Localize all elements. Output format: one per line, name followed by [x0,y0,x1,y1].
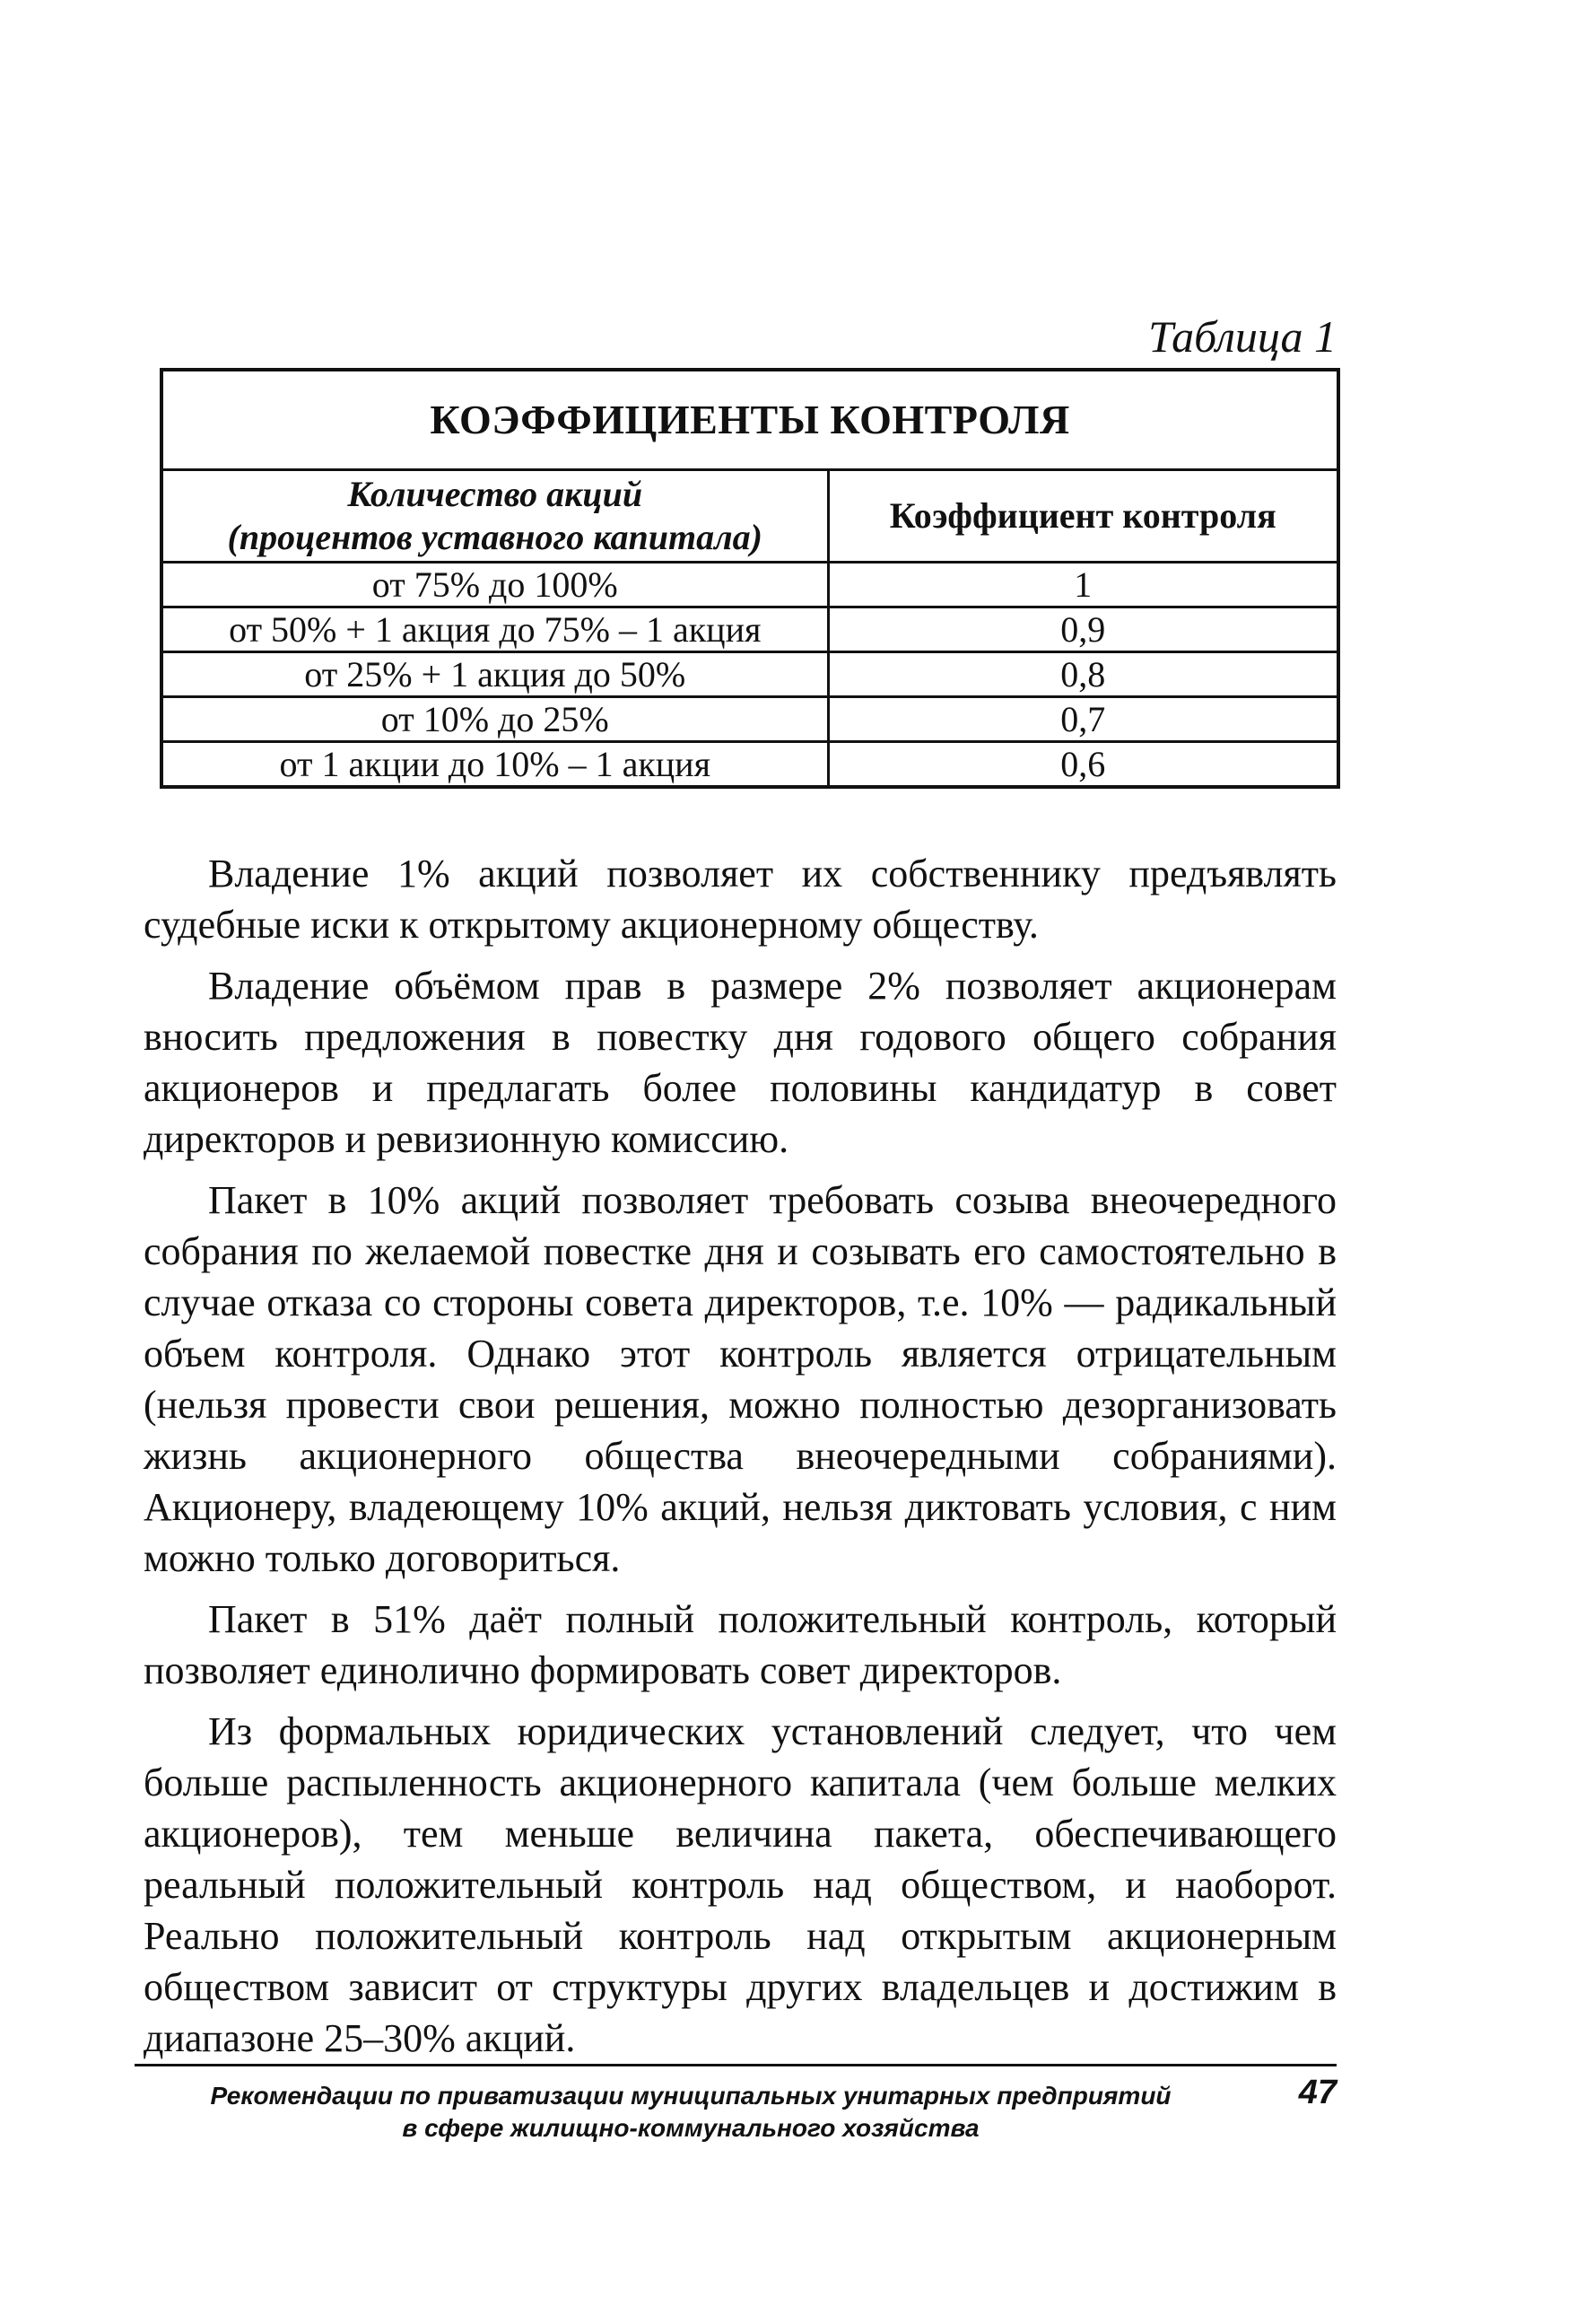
cell-range: от 1 акции до 10% – 1 акция [161,742,828,788]
control-coefficients-table [160,368,1340,789]
footer-divider [135,2064,1337,2066]
table-title: КОЭФФИЦИЕНТЫ КОНТРОЛЯ [161,370,1338,470]
paragraph: Пакет в 51% даёт полный положительный контроль, который позволяет единолично формировать совет директоров. [144,1597,1337,1692]
column-header-coefficient: Коэффициент контроля [828,470,1338,563]
footer-line1: Рекомендации по приватизации муниципальных унитарных предприятий [210,2082,1172,2110]
table-row [161,697,1338,742]
paragraph: Владение 1% акций позволяет их собственнику предъявлять судебные иски к открытому акционерному обществу. [144,852,1337,947]
cell-range: от 10% до 25% [161,697,828,742]
cell-coefficient: 0,6 [828,742,1338,788]
column-header-shares-line2: (процентов уставного капитала) [227,517,762,557]
cell-range: от 75% до 100% [161,563,828,607]
column-header-shares [161,470,828,563]
footer-line2: в сфере жилищно-коммунального хозяйства [402,2114,980,2142]
table-row [161,652,1338,697]
cell-coefficient: 0,8 [828,652,1338,697]
paragraph: Владение объёмом прав в размере 2% позволяет акционерам вносить предложения в повестку дня годового общего собрания акционеров и предлагать более половины кандидатур в совет директоров и ревизионную комиссию. [144,964,1337,1161]
table-row [161,607,1338,652]
column-header-shares-line1: Количество акций [347,474,643,514]
paragraph: Пакет в 10% акций позволяет требовать созыва внеочередного собрания по желаемой повестке дня и созывать его самостоятельно в случае отказа со стороны совета директоров, т.е. 10% — радикальный объем контроля. Однако этот контроль является отрицательным (нельзя провести свои решения, можно полностью дезорганизовать жизнь акционерного общества внеочередными собраниями). Акционеру, владеющему 10% акций, нельзя диктовать условия, с ним можно только договориться. [144,1178,1337,1580]
cell-coefficient: 0,9 [828,607,1338,652]
cell-range: от 50% + 1 акция до 75% – 1 акция [161,607,828,652]
table-row [161,563,1338,607]
running-footer [135,2080,1247,2145]
cell-coefficient: 1 [828,563,1338,607]
table-row [161,742,1338,788]
page-number: 47 [1298,2074,1337,2111]
body-text [144,848,1337,2074]
paragraph: Из формальных юридических установлений следует, что чем больше распыленность акционерного капитала (чем больше мелких акционеров), тем меньше величина пакета, обеспечивающего реальный положительный контроль над обществом, и наоборот. Реально положительный контроль над открытым акционерным обществом зависит от структуры других владельцев и достижим в диапазоне 25–30% акций. [144,1709,1337,2060]
cell-coefficient: 0,7 [828,697,1338,742]
cell-range: от 25% + 1 акция до 50% [161,652,828,697]
table-caption: Таблица 1 [1148,311,1337,362]
